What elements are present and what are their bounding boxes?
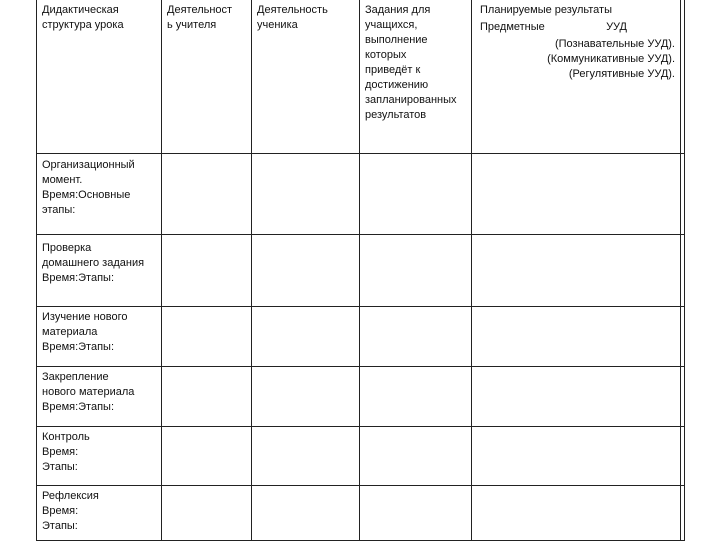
stage-text: Изучение нового <box>42 310 128 323</box>
table-row <box>37 306 685 366</box>
edge-cell <box>681 426 685 485</box>
header-didactic-structure <box>37 0 162 153</box>
table-row <box>37 153 685 234</box>
empty-cell[interactable] <box>162 153 252 234</box>
stage-text: нового материала <box>42 385 135 398</box>
header-text: ученика <box>257 19 298 31</box>
empty-cell[interactable] <box>252 366 360 426</box>
empty-cell[interactable] <box>252 153 360 234</box>
uud-type: (Регулятивные УУД). <box>568 68 675 80</box>
stage-text: Этапы: <box>42 460 78 473</box>
uud-label: УУД <box>606 21 627 33</box>
empty-cell[interactable] <box>252 306 360 366</box>
empty-cell[interactable] <box>360 366 472 426</box>
header-text: выполнение <box>365 34 428 46</box>
stage-cell <box>37 306 162 366</box>
table-row <box>37 234 685 306</box>
edge-cell <box>681 306 685 366</box>
stage-cell <box>37 426 162 485</box>
empty-cell[interactable] <box>472 366 681 426</box>
header-text: Деятельность <box>257 4 328 16</box>
header-text: структура урока <box>42 19 124 31</box>
table-row <box>37 485 685 540</box>
stage-text: домашнего задания <box>42 256 145 269</box>
empty-cell[interactable] <box>360 234 472 306</box>
stage-cell <box>37 153 162 234</box>
uud-type: (Коммуникативные УУД). <box>547 53 675 65</box>
stage-cell <box>37 366 162 426</box>
header-teacher-activity <box>162 0 252 153</box>
header-text: которых <box>365 49 407 61</box>
stage-text: Время:Этапы: <box>42 400 115 413</box>
stage-text: Этапы: <box>42 519 78 532</box>
edge-cell <box>681 485 685 540</box>
header-text: Деятельност <box>167 4 233 16</box>
header-text: результатов <box>365 109 427 121</box>
stage-text: Закрепление <box>42 370 109 383</box>
subject-uud-line <box>480 20 675 35</box>
stage-text: материала <box>42 325 98 338</box>
header-student-activity <box>252 0 360 153</box>
stage-text: Время:Этапы: <box>42 340 115 353</box>
empty-cell[interactable] <box>162 306 252 366</box>
stage-cell <box>37 485 162 540</box>
stage-text: Проверка <box>42 241 92 254</box>
empty-cell[interactable] <box>252 234 360 306</box>
subject-label: Предметные <box>480 21 545 33</box>
empty-cell[interactable] <box>472 234 681 306</box>
empty-cell[interactable] <box>360 426 472 485</box>
empty-cell[interactable] <box>252 426 360 485</box>
empty-cell[interactable] <box>252 485 360 540</box>
table-row <box>37 426 685 485</box>
header-planned-results <box>472 0 681 153</box>
stage-text: момент. <box>42 173 83 186</box>
empty-cell[interactable] <box>472 306 681 366</box>
empty-cell[interactable] <box>162 485 252 540</box>
empty-cell[interactable] <box>472 153 681 234</box>
stage-text: Время:Основные <box>42 188 131 201</box>
header-text: приведёт к <box>365 64 421 76</box>
stage-text: Организационный <box>42 158 135 171</box>
stage-text: Контроль <box>42 430 90 443</box>
table-row <box>37 366 685 426</box>
empty-cell[interactable] <box>162 426 252 485</box>
empty-cell[interactable] <box>472 485 681 540</box>
header-text: учащихся, <box>365 19 418 31</box>
stage-text: Время: <box>42 504 79 517</box>
empty-cell[interactable] <box>360 153 472 234</box>
edge-cell <box>681 234 685 306</box>
stage-text: Время: <box>42 445 79 458</box>
edge-cell <box>681 366 685 426</box>
stage-text: Время:Этапы: <box>42 271 115 284</box>
header-row <box>37 0 685 153</box>
stage-cell <box>37 234 162 306</box>
uud-type: (Познавательные УУД). <box>554 38 675 50</box>
header-text: Задания для <box>365 4 431 16</box>
empty-cell[interactable] <box>360 485 472 540</box>
stage-text: Рефлексия <box>42 489 99 502</box>
empty-cell[interactable] <box>162 234 252 306</box>
header-tasks <box>360 0 472 153</box>
empty-cell[interactable] <box>162 366 252 426</box>
edge-cell <box>681 0 685 153</box>
header-text: Планируемые результаты <box>480 4 612 16</box>
header-text: ь учителя <box>167 19 217 31</box>
empty-cell[interactable] <box>472 426 681 485</box>
lesson-plan-table <box>36 0 685 541</box>
header-text: достижению <box>365 79 429 91</box>
header-text: Дидактическая <box>42 4 119 16</box>
stage-text: этапы: <box>42 203 76 216</box>
header-text: запланированных <box>365 94 457 106</box>
edge-cell <box>681 153 685 234</box>
empty-cell[interactable] <box>360 306 472 366</box>
